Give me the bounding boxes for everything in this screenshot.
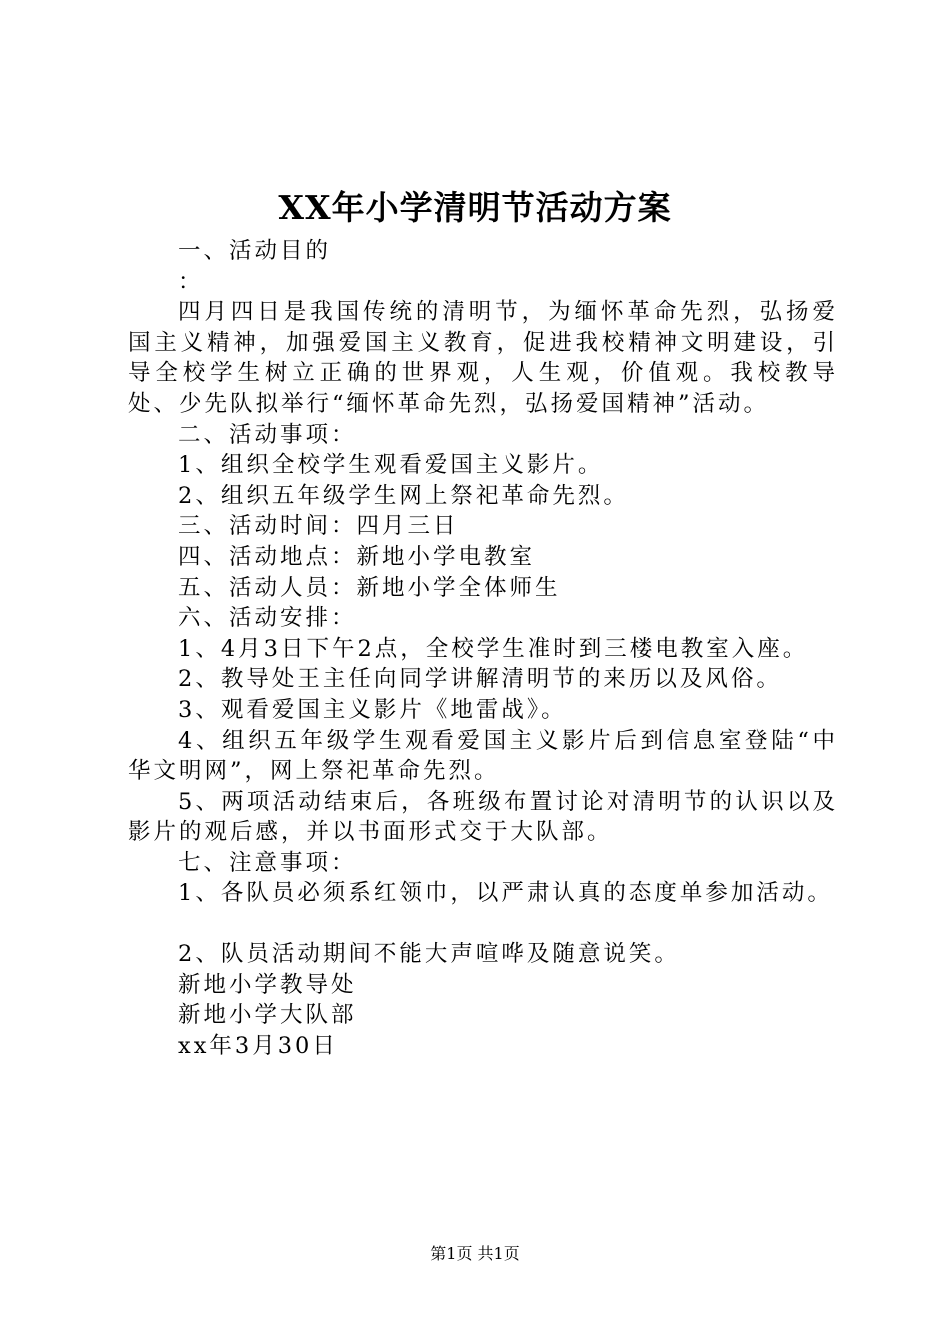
arrangement-line: 2、教导处王主任向同学讲解清明节的来历以及风俗。 <box>178 666 782 693</box>
note-line: 2、队员活动期间不能大声喧哗及随意说笑。 <box>178 941 680 968</box>
arrangement-paragraph: 4、组织五年级学生观看爱国主义影片后到信息室登陆“中华文明网”，网上祭祀革命先烈。 <box>128 727 838 785</box>
section-heading-arrangement: 六、活动安排： <box>178 605 357 632</box>
section-heading-people: 五、活动人员：新地小学全体师生 <box>178 574 561 601</box>
document-title: XX年小学清明节活动方案 <box>278 188 672 227</box>
colon-line: ： <box>178 268 204 295</box>
purpose-paragraph: 四月四日是我国传统的清明节，为缅怀革命先烈，弘扬爱国主义精神，加强爱国主义教育，促进我校精神文明建设，引导全校学生树立正确的世界观，人生观，价值观。我校教导处、少先队拟举行“缅怀革命先烈，弘扬爱国精神”活动。 <box>128 299 838 417</box>
signature-line: 新地小学教导处 <box>178 971 357 998</box>
section-heading-place: 四、活动地点：新地小学电教室 <box>178 543 536 570</box>
page-footer: 第1页 共1页 <box>430 1244 520 1263</box>
arrangement-paragraph: 5、两项活动结束后，各班级布置讨论对清明节的认识以及影片的观后感，并以书面形式交于大队部。 <box>128 788 838 846</box>
blank-line <box>128 909 838 939</box>
arrangement-line: 3、观看爱国主义影片《地雷战》。 <box>178 696 567 723</box>
section-heading-notes: 七、注意事项： <box>178 849 357 876</box>
item-line: 1、组织全校学生观看爱国主义影片。 <box>178 452 604 479</box>
document-body <box>128 236 838 1061</box>
section-heading-purpose: 一、活动目的 <box>178 238 332 264</box>
arrangement-line: 1、4月3日下午2点，全校学生准时到三楼电教室入座。 <box>178 635 809 662</box>
date-line: xx年3月30日 <box>178 1032 338 1059</box>
item-line: 2、组织五年级学生网上祭祀革命先烈。 <box>178 482 629 509</box>
section-heading-time: 三、活动时间：四月三日 <box>178 513 459 540</box>
signature-line: 新地小学大队部 <box>178 1002 357 1029</box>
section-heading-items: 二、活动事项： <box>178 421 357 448</box>
note-line: 1、各队员必须系红领巾，以严肃认真的态度单参加活动。 <box>178 880 833 907</box>
